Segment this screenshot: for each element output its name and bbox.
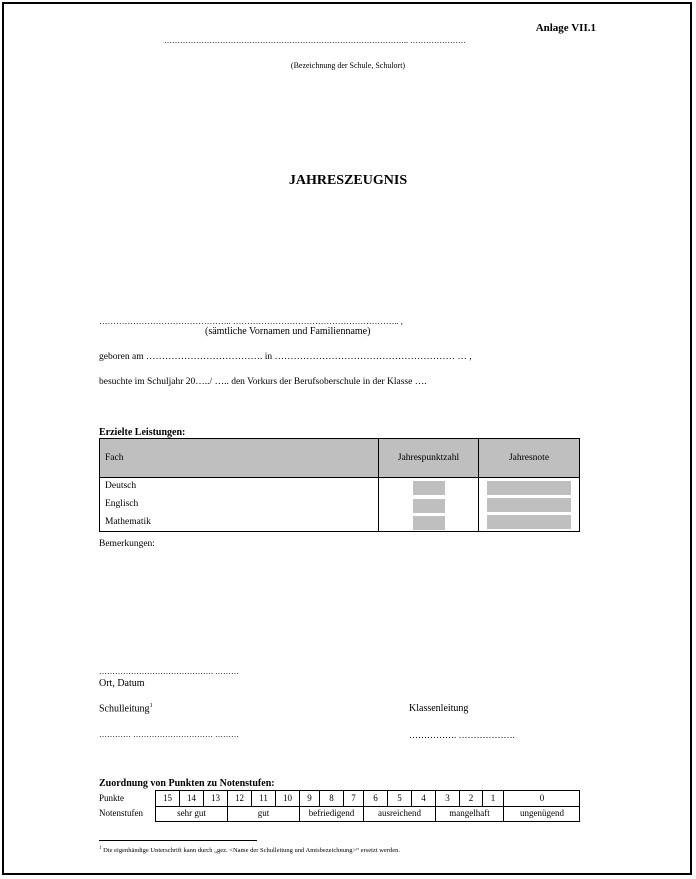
principal-signature-line: ………… ………………………… ……… <box>99 730 239 739</box>
level-cell: ausreichend <box>363 806 435 821</box>
levels-row-label: Notenstufen <box>99 808 143 818</box>
level-cell: befriedigend <box>299 806 363 821</box>
annex-label: Anlage VII.1 <box>535 22 596 34</box>
points-cell: 15 <box>155 791 179 806</box>
points-cell: 9 <box>299 791 319 806</box>
place-date-line: ……………………………………. ……… <box>99 667 239 676</box>
level-cell: gut <box>227 806 299 821</box>
subject-englisch: Englisch <box>105 499 139 509</box>
col-points-header: Jahrespunktzahl <box>397 453 460 463</box>
remarks-label: Bemerkungen: <box>99 539 155 549</box>
points-cell: 7 <box>343 791 363 806</box>
points-cell: 11 <box>251 791 275 806</box>
school-caption: (Bezeichnung der Schule, Schulort) <box>290 61 406 70</box>
footnote-text: Die eigenhändige Unterschrift kann durch „gez. <Name der Schulleitung und Amtsbezeichnung>“ ersetzt werden. <box>103 847 400 855</box>
subject-mathematik: Mathematik <box>105 517 151 527</box>
points-cell: 8 <box>319 791 343 806</box>
level-cell: ungenügend <box>503 806 580 821</box>
points-field-deutsch[interactable] <box>413 481 445 495</box>
points-cell: 12 <box>227 791 251 806</box>
points-cell: 14 <box>179 791 203 806</box>
name-caption: (sämtliche Vornamen und Familienname) <box>205 326 371 337</box>
results-heading: Erzielte Leistungen: <box>99 427 186 438</box>
col-subject-header: Fach <box>105 453 124 463</box>
points-row-label: Punkte <box>99 793 125 803</box>
principal-label-text: Schulleitung <box>99 703 150 715</box>
points-field-englisch[interactable] <box>413 499 445 513</box>
page-title: JAHRESZEUGNIS <box>288 173 408 188</box>
birth-line: geboren am ………………………………. in ………………………………………………… … , <box>99 352 472 362</box>
points-cell: 5 <box>387 791 411 806</box>
teacher-signature-line: ……………. ………………. <box>409 730 515 740</box>
school-year-line: besuchte im Schuljahr 20…../ ….. den Vorkurs der Berufsoberschule in der Klasse …. <box>99 377 427 387</box>
points-field-mathematik[interactable] <box>413 516 445 530</box>
points-cell: 6 <box>363 791 387 806</box>
subject-deutsch: Deutsch <box>105 481 137 491</box>
grade-field-mathematik[interactable] <box>487 515 571 529</box>
points-cell: 4 <box>411 791 435 806</box>
principal-label <box>99 703 153 714</box>
place-date-label: Ort, Datum <box>99 678 145 689</box>
grade-field-englisch[interactable] <box>487 498 571 512</box>
footnote-number: 1 <box>99 846 102 851</box>
grade-field-deutsch[interactable] <box>487 481 571 495</box>
points-cell: 1 <box>482 791 503 806</box>
points-cell: 3 <box>435 791 459 806</box>
points-cell: 2 <box>459 791 482 806</box>
teacher-label: Klassenleitung <box>409 703 469 714</box>
col-grade-header: Jahresnote <box>508 453 550 463</box>
footnote-mark: 1 <box>149 703 153 709</box>
level-cell: sehr gut <box>155 806 227 821</box>
footnote-rule <box>99 840 257 841</box>
footnote <box>99 846 400 854</box>
scale-heading: Zuordnung von Punkten zu Notenstufen: <box>99 778 275 789</box>
points-cell: 0 <box>503 791 580 806</box>
points-cell: 13 <box>203 791 227 806</box>
school-line: ……………………………………………………………………………….. ………………… <box>164 36 466 45</box>
name-line: ……………………………………….. ………………………………………………….. , <box>99 316 403 326</box>
level-cell: mangelhaft <box>435 806 503 821</box>
points-cell: 10 <box>275 791 299 806</box>
